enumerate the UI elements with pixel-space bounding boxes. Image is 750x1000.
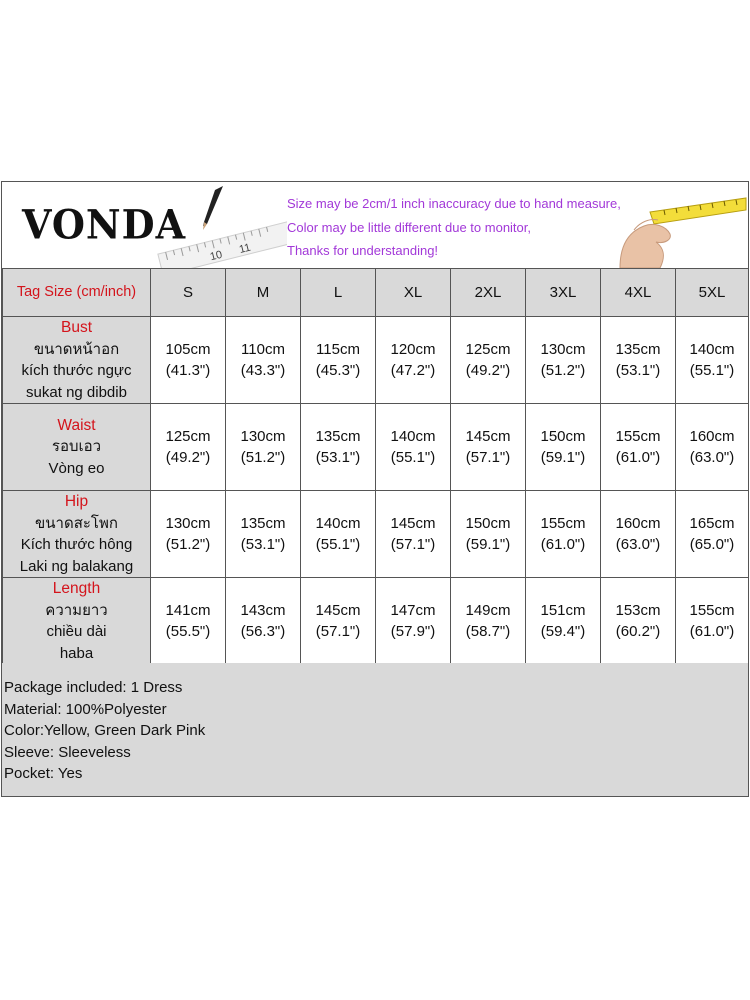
inch-value: (55.5") xyxy=(165,623,211,640)
inch-value: (55.1") xyxy=(315,536,361,553)
measure-translation: ขนาดสะโพก xyxy=(35,514,118,532)
cm-value: 115cm xyxy=(316,341,360,358)
inch-value: (59.1") xyxy=(465,536,511,553)
measure-translation: kích thước ngực xyxy=(21,362,132,379)
size-cell xyxy=(151,317,226,404)
cm-value: 155cm xyxy=(540,515,586,532)
row-label xyxy=(3,578,151,665)
inch-value: (51.2") xyxy=(165,536,211,553)
size-cell xyxy=(451,578,526,665)
measure-translation: ขนาดหน้าอก xyxy=(33,340,120,358)
inch-value: (59.4") xyxy=(540,623,586,640)
inch-value: (57.1") xyxy=(465,449,511,466)
size-cell xyxy=(301,404,376,491)
cm-value: 135cm xyxy=(315,428,361,445)
cm-value: 147cm xyxy=(390,602,436,619)
tag-size-label: Tag Size (cm/inch) xyxy=(3,269,151,317)
table-row-bust xyxy=(3,317,749,404)
size-header-row xyxy=(3,269,749,317)
size-cell xyxy=(151,578,226,665)
inch-value: (51.2") xyxy=(540,362,586,379)
svg-text:10: 10 xyxy=(208,248,224,264)
svg-text:11: 11 xyxy=(237,241,252,257)
inch-value: (53.1") xyxy=(615,362,661,379)
inch-value: (57.1") xyxy=(315,623,361,640)
package-line: Package included: 1 Dress xyxy=(4,679,183,696)
size-cell xyxy=(301,578,376,665)
size-cell xyxy=(451,404,526,491)
inch-value: (63.0") xyxy=(689,449,735,466)
inch-value: (61.0") xyxy=(689,623,735,640)
note-line: Size may be 2cm/1 inch inaccuracy due to hand measure, xyxy=(287,196,621,211)
size-cell xyxy=(676,491,749,578)
cm-value: 141cm xyxy=(165,602,211,619)
size-cell xyxy=(226,491,301,578)
inch-value: (55.1") xyxy=(390,449,436,466)
size-table xyxy=(2,268,749,665)
inch-value: (56.3") xyxy=(240,623,286,640)
cm-value: 149cm xyxy=(465,602,511,619)
size-label: 2XL xyxy=(451,269,526,317)
cm-value: 130cm xyxy=(540,341,586,358)
cm-value: 160cm xyxy=(615,515,661,532)
measure-name: Length xyxy=(52,580,101,597)
cm-value: 160cm xyxy=(689,428,735,445)
inch-value: (53.1") xyxy=(240,536,286,553)
inch-value: (61.0") xyxy=(540,536,586,553)
cm-value: 145cm xyxy=(315,602,361,619)
size-label: 5XL xyxy=(676,269,749,317)
measure-translation: haba xyxy=(59,644,94,662)
size-cell xyxy=(376,491,451,578)
table-row-waist xyxy=(3,404,749,491)
size-cell xyxy=(451,317,526,404)
size-cell xyxy=(601,491,676,578)
table-row-hip xyxy=(3,491,749,578)
inch-value: (47.2") xyxy=(390,362,436,379)
size-label: XL xyxy=(376,269,451,317)
inch-value: (53.1") xyxy=(315,449,361,466)
package-line: Color:Yellow, Green Dark Pink xyxy=(4,722,206,740)
inch-value: (49.2") xyxy=(165,449,211,466)
row-label xyxy=(3,404,151,491)
size-label: 3XL xyxy=(526,269,601,317)
size-cell xyxy=(226,404,301,491)
measure-name: Hip xyxy=(64,493,89,510)
cm-value: 130cm xyxy=(240,428,286,445)
inch-value: (41.3") xyxy=(165,362,211,379)
cm-value: 155cm xyxy=(615,428,661,445)
package-line: Pocket: Yes xyxy=(4,765,83,783)
cm-value: 145cm xyxy=(390,515,436,532)
cm-value: 105cm xyxy=(165,341,211,358)
size-cell xyxy=(376,578,451,665)
size-cell xyxy=(226,578,301,665)
cm-value: 120cm xyxy=(390,341,436,358)
cm-value: 150cm xyxy=(465,515,511,532)
inch-value: (63.0") xyxy=(615,536,661,553)
cm-value: 143cm xyxy=(240,602,286,619)
cm-value: 140cm xyxy=(390,428,436,445)
note-line: Thanks for understanding! xyxy=(287,243,439,258)
size-cell xyxy=(376,317,451,404)
measure-translation: sukat ng dibdib xyxy=(26,383,127,401)
cm-value: 140cm xyxy=(689,341,735,358)
inch-value: (55.1") xyxy=(689,362,735,379)
measure-translation: Vòng eo xyxy=(48,459,105,477)
row-label xyxy=(3,491,151,578)
size-cell xyxy=(526,491,601,578)
size-cell xyxy=(601,317,676,404)
size-cell xyxy=(526,578,601,665)
banner xyxy=(2,182,748,269)
inch-value: (60.2") xyxy=(615,623,661,640)
size-chart xyxy=(1,181,749,797)
cm-value: 155cm xyxy=(689,602,735,619)
brand-logo: VONDA xyxy=(22,200,187,249)
size-cell xyxy=(151,491,226,578)
cm-value: 130cm xyxy=(165,515,211,532)
measure-translation: Kích thước hông xyxy=(20,536,133,553)
pencil-ruler-icon xyxy=(157,182,287,268)
inch-value: (49.2") xyxy=(465,362,511,379)
size-label: L xyxy=(301,269,376,317)
inch-value: (51.2") xyxy=(240,449,286,466)
size-cell xyxy=(526,404,601,491)
measure-translation: ความยาว xyxy=(45,601,108,619)
measure-name: Waist xyxy=(57,416,96,434)
inch-value: (57.9") xyxy=(390,623,436,640)
size-cell xyxy=(676,404,749,491)
inch-value: (61.0") xyxy=(615,449,661,466)
cm-value: 165cm xyxy=(689,515,735,532)
cm-value: 140cm xyxy=(315,515,361,532)
size-cell xyxy=(601,578,676,665)
size-cell xyxy=(451,491,526,578)
size-cell xyxy=(376,404,451,491)
inch-value: (58.7") xyxy=(465,623,511,640)
size-label: 4XL xyxy=(601,269,676,317)
cm-value: 150cm xyxy=(540,428,586,445)
size-label: S xyxy=(151,269,226,317)
note-line: Color may be little different due to monitor, xyxy=(287,219,531,235)
cm-value: 125cm xyxy=(465,341,511,358)
package-line: Sleeve: Sleeveless xyxy=(4,743,131,761)
cm-value: 110cm xyxy=(241,341,285,358)
inch-value: (65.0") xyxy=(689,536,735,553)
cm-value: 151cm xyxy=(540,602,586,619)
size-cell xyxy=(301,491,376,578)
size-cell xyxy=(151,404,226,491)
cm-value: 135cm xyxy=(240,515,286,532)
measure-translation: chiều dài xyxy=(46,623,107,640)
cm-value: 125cm xyxy=(165,428,211,445)
package-line: Material: 100%Polyester xyxy=(4,700,167,718)
tape-measure-icon xyxy=(600,182,748,268)
size-cell xyxy=(601,404,676,491)
size-cell xyxy=(676,578,749,665)
size-cell xyxy=(301,317,376,404)
measurement-notes xyxy=(287,192,621,263)
package-info xyxy=(2,663,748,796)
size-cell xyxy=(526,317,601,404)
inch-value: (43.3") xyxy=(240,362,286,379)
measure-name: Bust xyxy=(60,319,92,336)
row-label xyxy=(3,317,151,404)
measure-translation: รอบเอว xyxy=(51,438,102,456)
size-label: M xyxy=(226,269,301,317)
cm-value: 153cm xyxy=(615,602,661,619)
size-cell xyxy=(226,317,301,404)
cm-value: 135cm xyxy=(615,341,661,358)
inch-value: (59.1") xyxy=(540,449,586,466)
measure-translation: Laki ng balakang xyxy=(19,557,134,575)
cm-value: 145cm xyxy=(465,428,511,445)
size-cell xyxy=(676,317,749,404)
inch-value: (57.1") xyxy=(390,536,436,553)
table-row-length xyxy=(3,578,749,665)
inch-value: (45.3") xyxy=(315,362,361,379)
